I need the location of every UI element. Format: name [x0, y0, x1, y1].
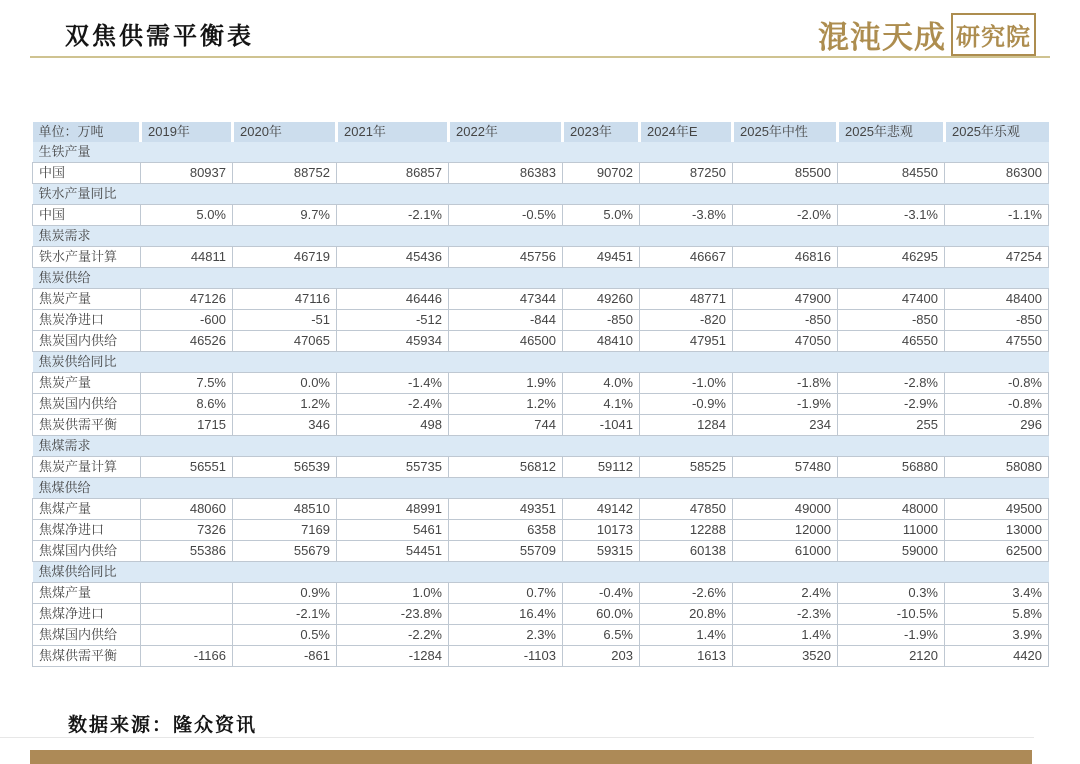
value-cell: -844 — [449, 310, 563, 331]
row-label: 焦炭国内供给 — [33, 394, 141, 415]
value-cell: 48000 — [838, 499, 945, 520]
value-cell: 46500 — [449, 331, 563, 352]
value-cell: -600 — [141, 310, 233, 331]
footer-divider — [0, 737, 1034, 738]
value-cell: 47951 — [640, 331, 733, 352]
row-label: 焦煤国内供给 — [33, 625, 141, 646]
value-cell: 5461 — [337, 520, 449, 541]
value-cell: 47254 — [945, 247, 1049, 268]
value-cell: 49142 — [563, 499, 640, 520]
year-column-header: 2021年 — [337, 122, 449, 142]
value-cell: 744 — [449, 415, 563, 436]
value-cell: 62500 — [945, 541, 1049, 562]
value-cell: 1284 — [640, 415, 733, 436]
section-label: 生铁产量 — [33, 142, 1049, 163]
value-cell: 56539 — [233, 457, 337, 478]
value-cell: 86300 — [945, 163, 1049, 184]
value-cell: 16.4% — [449, 604, 563, 625]
value-cell: 49500 — [945, 499, 1049, 520]
value-cell: 46550 — [838, 331, 945, 352]
value-cell: -1041 — [563, 415, 640, 436]
value-cell: -1284 — [337, 646, 449, 667]
value-cell: 47344 — [449, 289, 563, 310]
value-cell: 20.8% — [640, 604, 733, 625]
value-cell: 58525 — [640, 457, 733, 478]
value-cell: 46667 — [640, 247, 733, 268]
row-label: 焦煤产量 — [33, 499, 141, 520]
table-row — [33, 625, 1049, 646]
value-cell: 0.7% — [449, 583, 563, 604]
value-cell: -0.8% — [945, 373, 1049, 394]
table-header — [33, 122, 1049, 142]
table-row — [33, 499, 1049, 520]
value-cell: 57480 — [733, 457, 838, 478]
value-cell: -1.8% — [733, 373, 838, 394]
value-cell: 346 — [233, 415, 337, 436]
value-cell: 7169 — [233, 520, 337, 541]
section-row — [33, 226, 1049, 247]
value-cell: 9.7% — [233, 205, 337, 226]
value-cell: 87250 — [640, 163, 733, 184]
value-cell: 56551 — [141, 457, 233, 478]
company-logo — [818, 12, 1036, 57]
row-label: 焦煤净进口 — [33, 604, 141, 625]
section-label: 焦煤需求 — [33, 436, 1049, 457]
value-cell: 48060 — [141, 499, 233, 520]
value-cell: -2.3% — [733, 604, 838, 625]
row-label: 焦炭产量计算 — [33, 457, 141, 478]
table-row — [33, 289, 1049, 310]
value-cell: -1103 — [449, 646, 563, 667]
value-cell — [141, 625, 233, 646]
value-cell: 1.4% — [733, 625, 838, 646]
data-source: 数据来源：隆众资讯 — [68, 714, 258, 736]
value-cell: 54451 — [337, 541, 449, 562]
row-label: 焦炭产量 — [33, 289, 141, 310]
row-label: 中国 — [33, 205, 141, 226]
value-cell: -2.1% — [337, 205, 449, 226]
value-cell: 3.9% — [945, 625, 1049, 646]
table-row — [33, 373, 1049, 394]
row-label: 焦炭产量 — [33, 373, 141, 394]
value-cell: -0.8% — [945, 394, 1049, 415]
value-cell: 0.9% — [233, 583, 337, 604]
value-cell: 49351 — [449, 499, 563, 520]
value-cell: 11000 — [838, 520, 945, 541]
value-cell: 46526 — [141, 331, 233, 352]
value-cell: 6358 — [449, 520, 563, 541]
value-cell: 7.5% — [141, 373, 233, 394]
value-cell: 48510 — [233, 499, 337, 520]
section-label: 焦煤供给 — [33, 478, 1049, 499]
table-row — [33, 310, 1049, 331]
value-cell: 5.0% — [141, 205, 233, 226]
year-column-header: 2019年 — [141, 122, 233, 142]
value-cell: 12288 — [640, 520, 733, 541]
section-label: 焦炭供给同比 — [33, 352, 1049, 373]
value-cell: -23.8% — [337, 604, 449, 625]
value-cell: 55735 — [337, 457, 449, 478]
section-row — [33, 142, 1049, 163]
value-cell: -2.6% — [640, 583, 733, 604]
year-column-header: 2024年E — [640, 122, 733, 142]
value-cell: 4.1% — [563, 394, 640, 415]
header-row — [33, 122, 1049, 142]
value-cell: 47050 — [733, 331, 838, 352]
value-cell: 4.0% — [563, 373, 640, 394]
value-cell: 60.0% — [563, 604, 640, 625]
value-cell: -51 — [233, 310, 337, 331]
table-row — [33, 457, 1049, 478]
value-cell: -2.4% — [337, 394, 449, 415]
value-cell: 55679 — [233, 541, 337, 562]
table-row — [33, 604, 1049, 625]
value-cell: -850 — [563, 310, 640, 331]
value-cell: 58080 — [945, 457, 1049, 478]
section-label: 焦煤供给同比 — [33, 562, 1049, 583]
section-row — [33, 268, 1049, 289]
value-cell: 49260 — [563, 289, 640, 310]
value-cell: 5.8% — [945, 604, 1049, 625]
value-cell: 47550 — [945, 331, 1049, 352]
value-cell — [141, 604, 233, 625]
value-cell: -2.0% — [733, 205, 838, 226]
value-cell: 88752 — [233, 163, 337, 184]
section-label: 焦炭需求 — [33, 226, 1049, 247]
value-cell: 296 — [945, 415, 1049, 436]
year-column-header: 2025年乐观 — [945, 122, 1049, 142]
value-cell: 10173 — [563, 520, 640, 541]
value-cell: 61000 — [733, 541, 838, 562]
value-cell: 85500 — [733, 163, 838, 184]
row-label: 中国 — [33, 163, 141, 184]
table-row — [33, 583, 1049, 604]
table-row — [33, 520, 1049, 541]
value-cell: -861 — [233, 646, 337, 667]
value-cell: -1.1% — [945, 205, 1049, 226]
value-cell: 2120 — [838, 646, 945, 667]
value-cell: 45934 — [337, 331, 449, 352]
value-cell: 55386 — [141, 541, 233, 562]
value-cell: -850 — [733, 310, 838, 331]
value-cell: 203 — [563, 646, 640, 667]
value-cell: -0.9% — [640, 394, 733, 415]
value-cell: 234 — [733, 415, 838, 436]
value-cell — [141, 583, 233, 604]
value-cell: 45756 — [449, 247, 563, 268]
value-cell: 1715 — [141, 415, 233, 436]
value-cell: 498 — [337, 415, 449, 436]
section-row — [33, 478, 1049, 499]
value-cell: 49451 — [563, 247, 640, 268]
value-cell: 80937 — [141, 163, 233, 184]
value-cell: 4420 — [945, 646, 1049, 667]
value-cell: 47900 — [733, 289, 838, 310]
value-cell: -1.9% — [733, 394, 838, 415]
value-cell: -2.8% — [838, 373, 945, 394]
value-cell: -0.4% — [563, 583, 640, 604]
value-cell: -2.2% — [337, 625, 449, 646]
value-cell: -512 — [337, 310, 449, 331]
value-cell: 46816 — [733, 247, 838, 268]
value-cell: -3.8% — [640, 205, 733, 226]
value-cell: -820 — [640, 310, 733, 331]
value-cell: 1.2% — [233, 394, 337, 415]
value-cell: 0.3% — [838, 583, 945, 604]
value-cell: -1.0% — [640, 373, 733, 394]
value-cell: 60138 — [640, 541, 733, 562]
table-row — [33, 646, 1049, 667]
row-label: 焦炭净进口 — [33, 310, 141, 331]
value-cell: 2.4% — [733, 583, 838, 604]
value-cell: 59112 — [563, 457, 640, 478]
value-cell: 1613 — [640, 646, 733, 667]
value-cell: -1.4% — [337, 373, 449, 394]
value-cell: 47116 — [233, 289, 337, 310]
table-row — [33, 541, 1049, 562]
table-row — [33, 415, 1049, 436]
value-cell: 46295 — [838, 247, 945, 268]
section-row — [33, 184, 1049, 205]
table-row — [33, 163, 1049, 184]
value-cell: 86383 — [449, 163, 563, 184]
value-cell: 59000 — [838, 541, 945, 562]
value-cell: 47126 — [141, 289, 233, 310]
value-cell: -2.1% — [233, 604, 337, 625]
table-row — [33, 394, 1049, 415]
logo-seal-box: 研究院 — [951, 13, 1036, 56]
unit-label-cell: 单位：万吨 — [33, 122, 141, 142]
value-cell: 47065 — [233, 331, 337, 352]
balance-table — [32, 122, 1049, 667]
year-column-header: 2025年悲观 — [838, 122, 945, 142]
table-body — [33, 142, 1049, 667]
value-cell: 255 — [838, 415, 945, 436]
bottom-accent-bar — [30, 750, 1032, 764]
value-cell: 48410 — [563, 331, 640, 352]
value-cell: 56880 — [838, 457, 945, 478]
row-label: 焦炭国内供给 — [33, 331, 141, 352]
value-cell: 1.0% — [337, 583, 449, 604]
table-row — [33, 331, 1049, 352]
value-cell: 48991 — [337, 499, 449, 520]
value-cell: 46719 — [233, 247, 337, 268]
value-cell: -0.5% — [449, 205, 563, 226]
value-cell: 3520 — [733, 646, 838, 667]
section-row — [33, 436, 1049, 457]
value-cell: 7326 — [141, 520, 233, 541]
value-cell: 59315 — [563, 541, 640, 562]
value-cell: 44811 — [141, 247, 233, 268]
value-cell: 1.2% — [449, 394, 563, 415]
value-cell: 55709 — [449, 541, 563, 562]
value-cell: 13000 — [945, 520, 1049, 541]
value-cell: 3.4% — [945, 583, 1049, 604]
value-cell: -1166 — [141, 646, 233, 667]
value-cell: 45436 — [337, 247, 449, 268]
section-label: 铁水产量同比 — [33, 184, 1049, 205]
value-cell: 1.4% — [640, 625, 733, 646]
row-label: 焦炭供需平衡 — [33, 415, 141, 436]
value-cell: -850 — [945, 310, 1049, 331]
value-cell: -1.9% — [838, 625, 945, 646]
value-cell: -10.5% — [838, 604, 945, 625]
value-cell: 5.0% — [563, 205, 640, 226]
row-label: 焦煤国内供给 — [33, 541, 141, 562]
value-cell: 12000 — [733, 520, 838, 541]
value-cell: 8.6% — [141, 394, 233, 415]
value-cell: 90702 — [563, 163, 640, 184]
value-cell: 2.3% — [449, 625, 563, 646]
page-title: 双焦供需平衡表 — [65, 21, 254, 50]
year-column-header: 2020年 — [233, 122, 337, 142]
row-label: 焦煤净进口 — [33, 520, 141, 541]
value-cell: -2.9% — [838, 394, 945, 415]
table-row — [33, 205, 1049, 226]
value-cell: 48771 — [640, 289, 733, 310]
value-cell: 6.5% — [563, 625, 640, 646]
row-label: 焦煤产量 — [33, 583, 141, 604]
value-cell: 56812 — [449, 457, 563, 478]
year-column-header: 2022年 — [449, 122, 563, 142]
value-cell: 84550 — [838, 163, 945, 184]
table-row — [33, 247, 1049, 268]
value-cell: -3.1% — [838, 205, 945, 226]
section-row — [33, 352, 1049, 373]
value-cell: 46446 — [337, 289, 449, 310]
section-label: 焦炭供给 — [33, 268, 1049, 289]
logo-text: 混沌天成 — [818, 20, 946, 56]
value-cell: 1.9% — [449, 373, 563, 394]
row-label: 铁水产量计算 — [33, 247, 141, 268]
value-cell: 0.5% — [233, 625, 337, 646]
value-cell: 86857 — [337, 163, 449, 184]
value-cell: 49000 — [733, 499, 838, 520]
value-cell: 47850 — [640, 499, 733, 520]
year-column-header: 2025年中性 — [733, 122, 838, 142]
value-cell: 0.0% — [233, 373, 337, 394]
row-label: 焦煤供需平衡 — [33, 646, 141, 667]
value-cell: 47400 — [838, 289, 945, 310]
value-cell: 48400 — [945, 289, 1049, 310]
value-cell: -850 — [838, 310, 945, 331]
section-row — [33, 562, 1049, 583]
year-column-header: 2023年 — [563, 122, 640, 142]
